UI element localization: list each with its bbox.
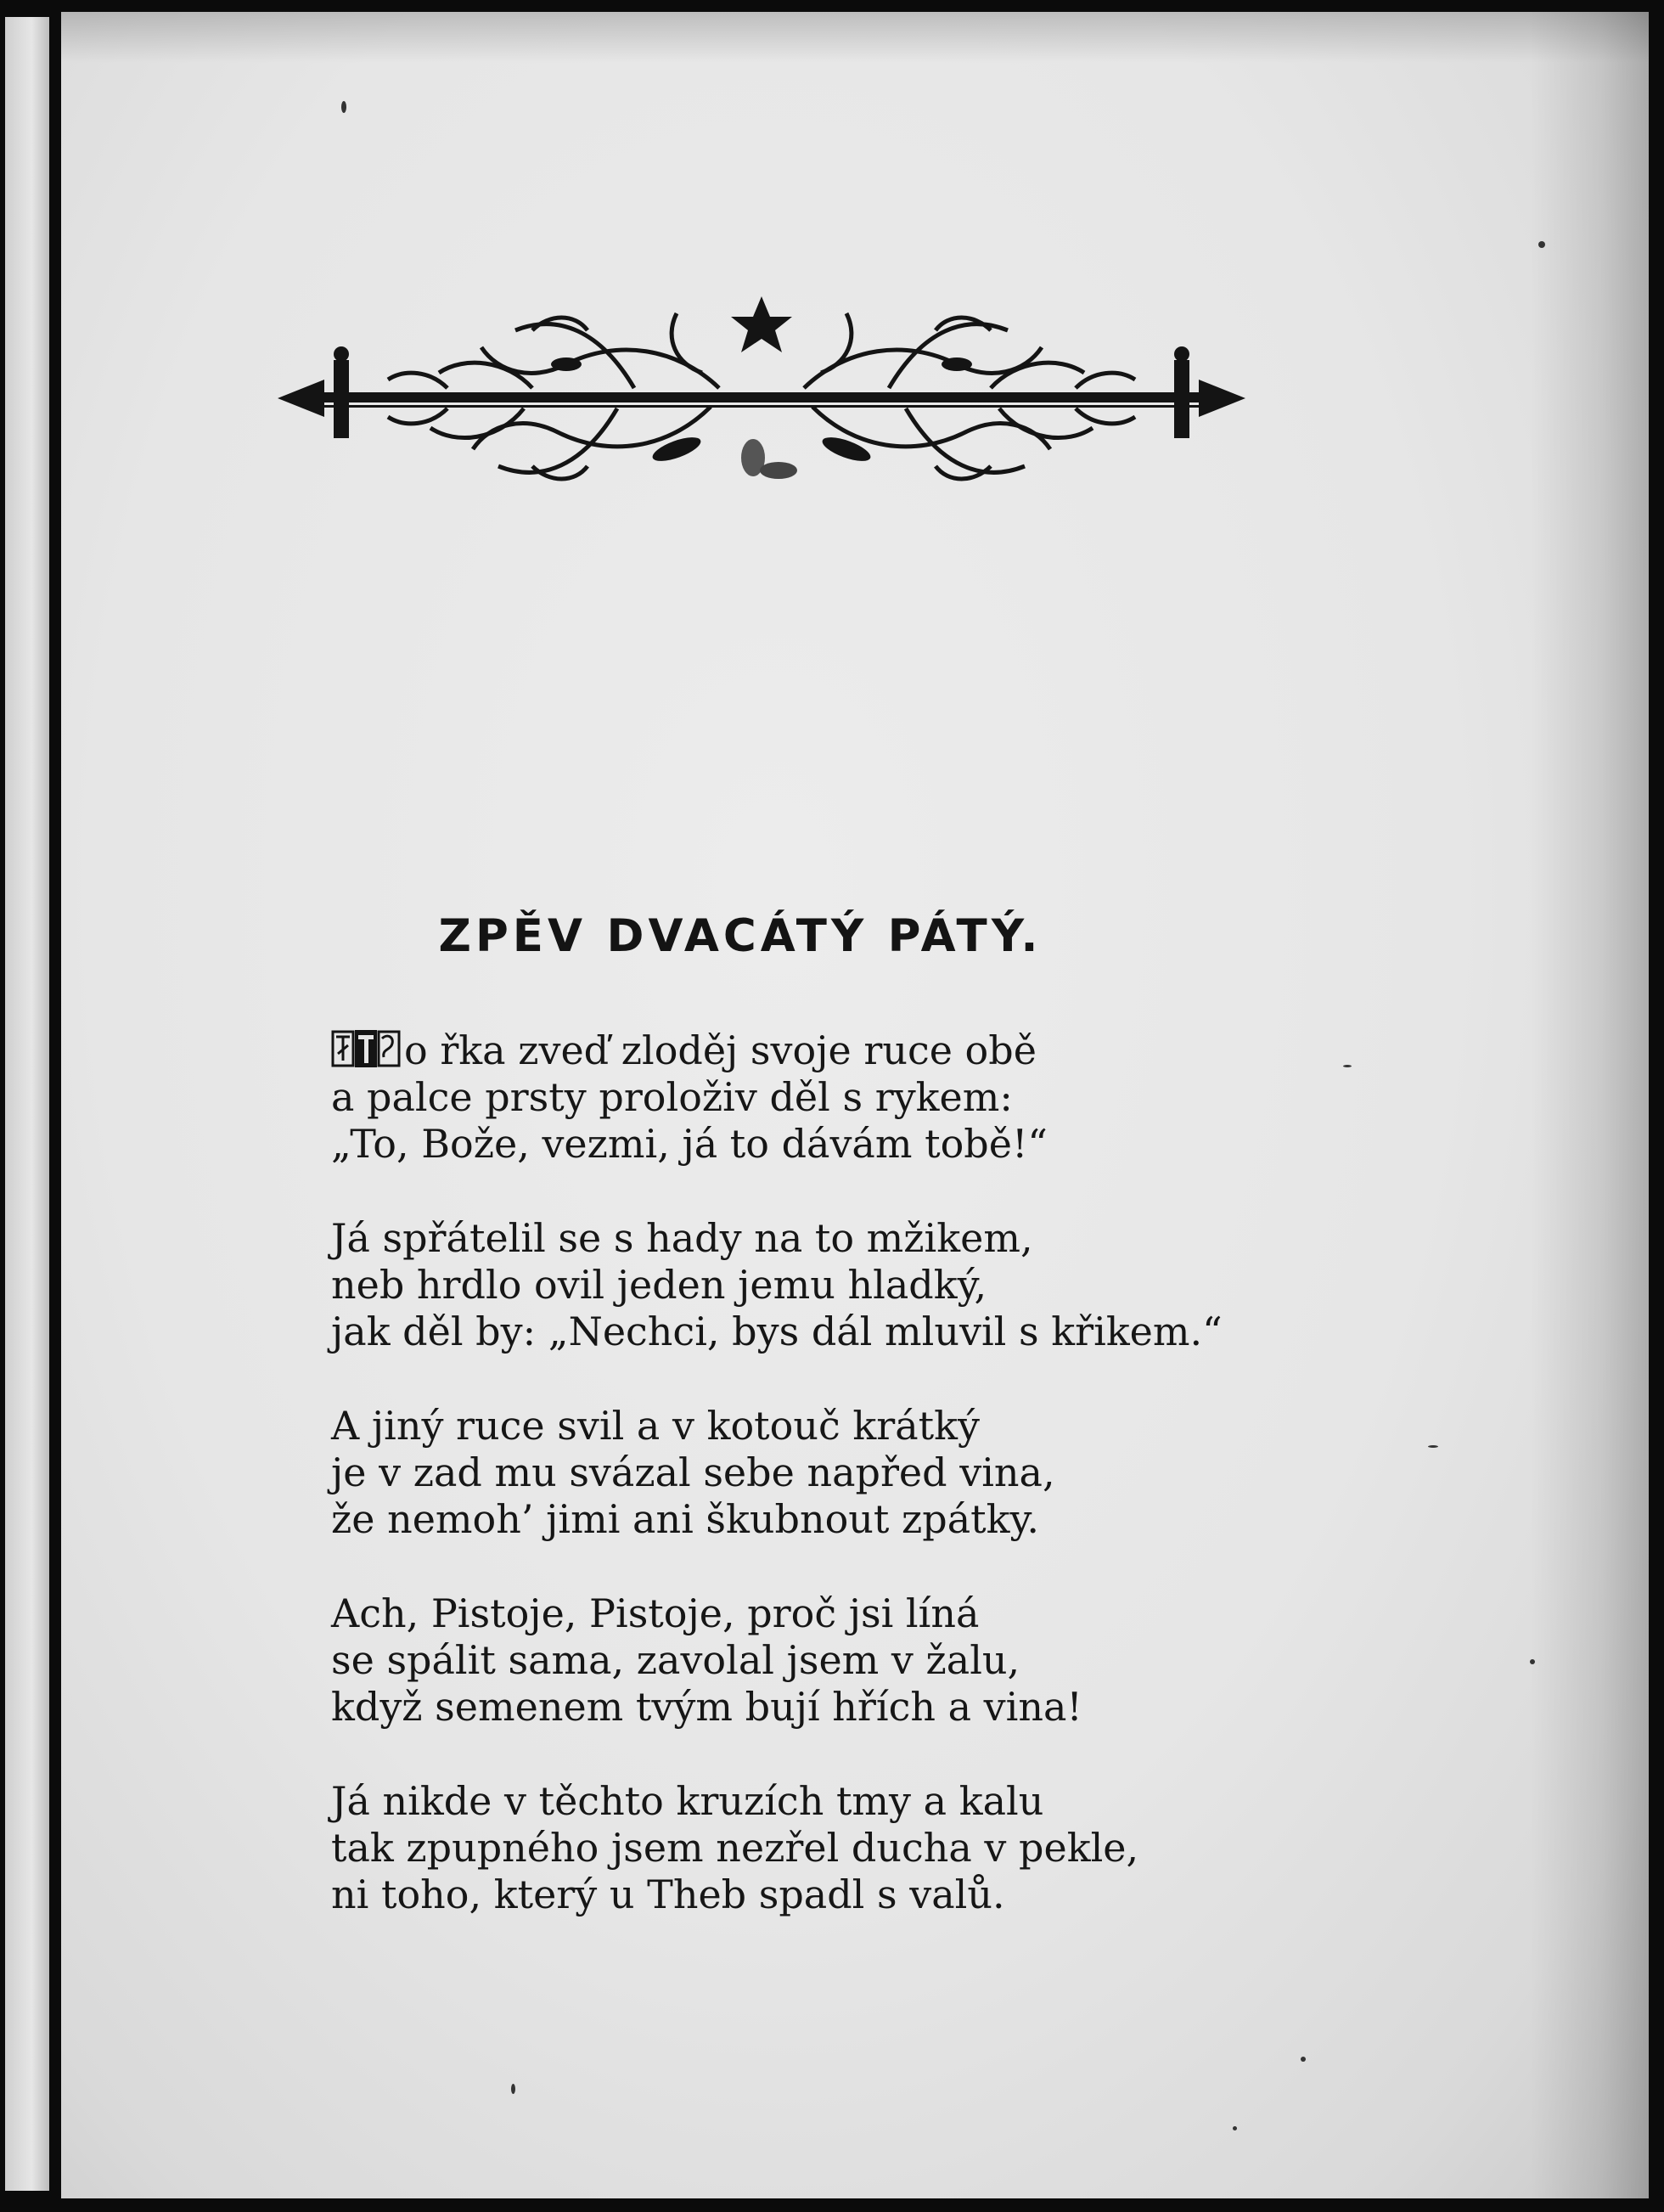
scan-speck	[1530, 1659, 1535, 1664]
poem-line-text: o řka zveď zloděj svoje ruce obě	[404, 1027, 1037, 1073]
stanza	[331, 1590, 1401, 1731]
poem-line: neb hrdlo ovil jeden jemu hladký,	[331, 1262, 987, 1308]
previous-page-edge	[5, 17, 49, 2191]
scan-speck	[1538, 241, 1545, 248]
stanza	[331, 1027, 1401, 1168]
poem-line: že nemoh’ jimi ani škubnout zpátky.	[331, 1496, 1039, 1542]
scan-speck	[1428, 1445, 1438, 1448]
stanza	[331, 1215, 1401, 1355]
decorative-dropcap-icon	[331, 1028, 401, 1069]
poem-line: když semenem tvým bují hřích a vina!	[331, 1684, 1082, 1730]
stanza	[331, 1778, 1401, 1918]
poem-line: Já spřátelil se s hady na to mžikem,	[331, 1215, 1033, 1261]
poem-line: jak děl by: „Nechci, bys dál mluvil s křikem.“	[331, 1309, 1223, 1354]
stanza	[331, 1403, 1401, 1543]
scan-speck	[1301, 2057, 1306, 2062]
poem-line: „To, Bože, vezmi, já to dávám tobě!“	[331, 1121, 1048, 1167]
poem-line: je v zad mu svázal sebe napřed vina,	[331, 1449, 1055, 1495]
page-gutter-shadow	[1530, 12, 1649, 2198]
poem-line	[331, 1027, 1401, 1074]
poem-line: tak zpupného jsem nezřel ducha v pekle,	[331, 1825, 1139, 1871]
poem-line: Ach, Pistoje, Pistoje, proč jsi líná	[331, 1590, 980, 1636]
floral-ornament-icon	[278, 279, 1245, 500]
scan-speck	[341, 101, 346, 113]
scan-speck	[1343, 1065, 1352, 1067]
poem-line: Já nikde v těchto kruzích tmy a kalu	[331, 1778, 1044, 1824]
poem-line: a palce prsty proloživ děl s rykem:	[331, 1074, 1013, 1120]
book-page	[61, 12, 1649, 2198]
poem-body	[331, 1027, 1401, 1966]
poem-line: ni toho, který u Theb spadl s valů.	[331, 1871, 1005, 1917]
page-top-shadow	[61, 12, 1649, 63]
poem-line: se spálit sama, zavolal jsem v žalu,	[331, 1637, 1020, 1683]
chapter-heading: ZPĚV DVACÁTÝ PÁTÝ.	[438, 910, 1043, 962]
scan-speck	[1233, 2126, 1237, 2130]
scan-speck	[511, 2084, 515, 2094]
poem-line: A jiný ruce svil a v kotouč krátký	[331, 1403, 980, 1449]
